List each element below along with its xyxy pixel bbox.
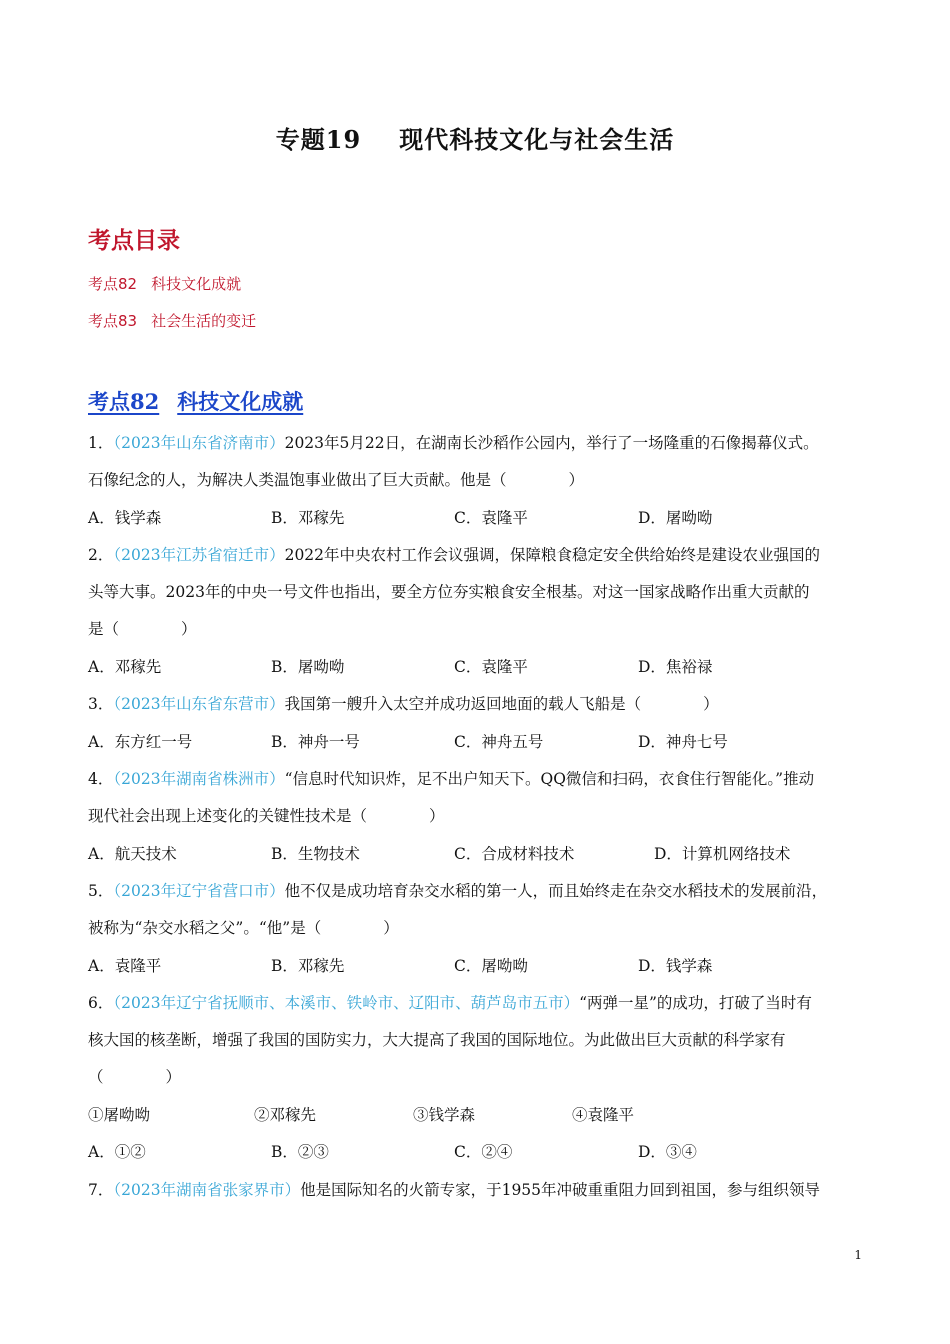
question-1-line-1 xyxy=(88,432,868,454)
question-source: （2023年山东省东营市） xyxy=(113,695,285,713)
question-6-line-3: （ ） xyxy=(88,1068,182,1086)
question-4-line-1 xyxy=(88,768,868,790)
question-text: 2022年中央农村工作会议强调，保障粮食稳定安全供给始终是建设农业强国的 xyxy=(284,546,821,564)
q6-option-a[interactable]: A．①② xyxy=(88,1143,146,1161)
q2-option-a[interactable]: A．邓稼先 xyxy=(88,658,162,676)
q6-item-3: ③钱学森 xyxy=(413,1106,476,1124)
question-number: 7． xyxy=(88,1181,114,1199)
question-4-line-2: 现代社会出现上述变化的关键性技术是（ ） xyxy=(88,807,445,825)
toc-item-label: 社会生活的变迁 xyxy=(151,312,257,330)
q3-option-b[interactable]: B．神舟一号 xyxy=(271,733,360,751)
question-source: （2023年山东省济南市） xyxy=(113,434,285,452)
q4-option-c[interactable]: C．合成材料技术 xyxy=(454,845,575,863)
question-text: 他是国际知名的火箭专家，于1955年冲破重重阻力回到祖国，参与组织领导 xyxy=(300,1181,821,1199)
page-title xyxy=(0,120,950,155)
question-3-line-1 xyxy=(88,693,868,715)
q1-option-c[interactable]: C．袁隆平 xyxy=(454,509,528,527)
q1-option-b[interactable]: B．邓稼先 xyxy=(271,509,345,527)
q1-option-d[interactable]: D．屠呦呦 xyxy=(638,509,713,527)
question-number: 3． xyxy=(88,695,114,713)
q1-option-a[interactable]: A．钱学森 xyxy=(88,509,162,527)
question-source: （2023年辽宁省抚顺市、本溪市、铁岭市、辽阳市、葫芦岛市五市） xyxy=(113,994,580,1012)
question-number: 1． xyxy=(88,434,114,452)
question-number: 4． xyxy=(88,770,114,788)
q4-option-b[interactable]: B．生物技术 xyxy=(271,845,360,863)
question-text: “两弹一星”的成功，打破了当时有 xyxy=(579,994,812,1012)
question-text: 我国第一艘升入太空并成功返回地面的载人飞船是（ ） xyxy=(284,695,719,713)
toc-item-code: 考点83 xyxy=(88,312,138,330)
question-2-line-2: 头等大事。2023年的中央一号文件也指出，要全方位夯实粮食安全根基。对这一国家战略作出重大贡献的 xyxy=(88,583,810,601)
question-5-line-1 xyxy=(88,880,868,902)
question-number: 5． xyxy=(88,882,114,900)
q6-item-1: ①屠呦呦 xyxy=(88,1106,151,1124)
section-label: 科技文化成就 xyxy=(177,389,304,414)
q6-option-b[interactable]: B．②③ xyxy=(271,1143,329,1161)
q6-item-2: ②邓稼先 xyxy=(254,1106,317,1124)
q6-item-4: ④袁隆平 xyxy=(572,1106,635,1124)
q2-option-c[interactable]: C．袁隆平 xyxy=(454,658,528,676)
question-7-line-1 xyxy=(88,1179,868,1201)
question-number: 2． xyxy=(88,546,114,564)
question-6-line-1 xyxy=(88,992,868,1014)
q4-option-d[interactable]: D．计算机网络技术 xyxy=(654,845,791,863)
q2-option-b[interactable]: B．屠呦呦 xyxy=(271,658,345,676)
question-number: 6． xyxy=(88,994,114,1012)
question-source: （2023年江苏省宿迁市） xyxy=(113,546,285,564)
question-text: 他不仅是成功培育杂交水稻的第一人，而且始终走在杂交水稻技术的发展前沿， xyxy=(284,882,828,900)
toc-item-82[interactable] xyxy=(88,273,241,294)
q2-option-d[interactable]: D．焦裕禄 xyxy=(638,658,713,676)
question-source: （2023年湖南省株洲市） xyxy=(113,770,285,788)
q5-option-d[interactable]: D．钱学森 xyxy=(638,957,713,975)
q6-option-c[interactable]: C．②④ xyxy=(454,1143,513,1161)
q5-option-a[interactable]: A．袁隆平 xyxy=(88,957,162,975)
q3-option-c[interactable]: C．神舟五号 xyxy=(454,733,544,751)
q4-option-a[interactable]: A．航天技术 xyxy=(88,845,177,863)
question-source: （2023年辽宁省营口市） xyxy=(113,882,285,900)
section-code: 考点82 xyxy=(88,389,160,414)
question-1-line-2: 石像纪念的人，为解决人类温饱事业做出了巨大贡献。他是（ ） xyxy=(88,471,585,489)
q5-option-c[interactable]: C．屠呦呦 xyxy=(454,957,528,975)
q3-option-d[interactable]: D．神舟七号 xyxy=(638,733,728,751)
title-topic-name: 现代科技文化与社会生活 xyxy=(399,125,675,154)
question-6-line-2: 核大国的核垄断，增强了我国的国防实力，大大提高了我国的国际地位。为此做出巨大贡献的科学家有 xyxy=(88,1031,786,1049)
section-heading[interactable] xyxy=(88,386,303,416)
q5-option-b[interactable]: B．邓稼先 xyxy=(271,957,345,975)
q6-option-d[interactable]: D．③④ xyxy=(638,1143,697,1161)
title-topic-number: 专题19 xyxy=(275,125,362,154)
toc-item-83[interactable] xyxy=(88,310,256,331)
q3-option-a[interactable]: A．东方红一号 xyxy=(88,733,193,751)
question-2-line-3: 是（ ） xyxy=(88,620,197,638)
question-source: （2023年湖南省张家界市） xyxy=(113,1181,301,1199)
toc-item-code: 考点82 xyxy=(88,275,138,293)
page-number: 1 xyxy=(854,1248,862,1262)
toc-heading: 考点目录 xyxy=(88,228,180,254)
toc-item-label: 科技文化成就 xyxy=(151,275,242,293)
question-5-line-2: 被称为“杂交水稻之父”。“他”是（ ） xyxy=(88,919,399,937)
question-2-line-1 xyxy=(88,544,868,566)
question-text: 2023年5月22日，在湖南长沙稻作公园内，举行了一场隆重的石像揭幕仪式。 xyxy=(284,434,819,452)
question-text: “信息时代知识炸，足不出户知天下。QQ微信和扫码，衣食住行智能化。”推动 xyxy=(284,770,815,788)
